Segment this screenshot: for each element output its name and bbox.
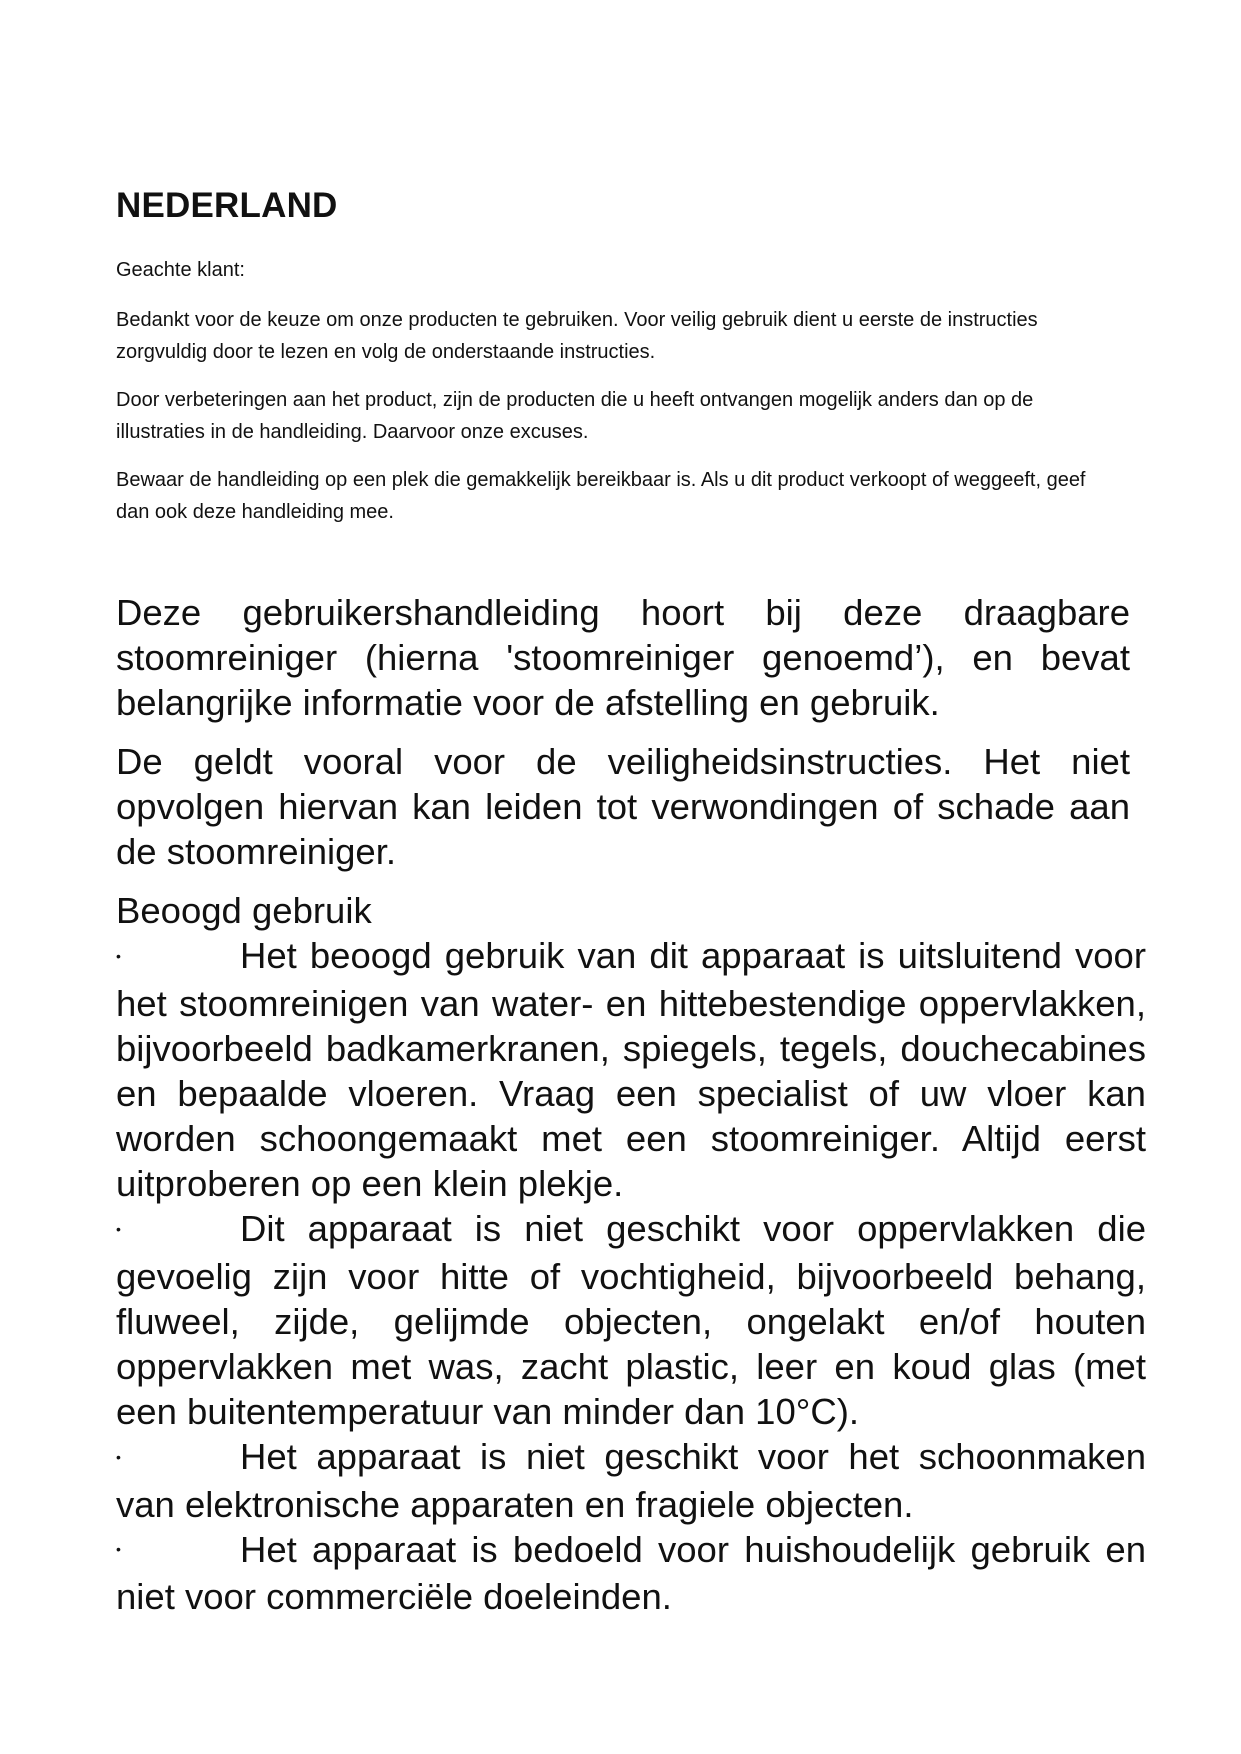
intro-paragraph: Door verbeteringen aan het product, zijn de producten die u heeft ontvangen mogelijk anders dan op de illustraties in de handleiding. Daarvoor onze excuses. [116,389,1034,443]
bullet-text: Het apparaat is niet geschikt voor het schoonmaken van elektronische apparaten en fragiele objecten. [116,1435,1146,1525]
bullet-icon: • [116,1448,121,1465]
bullet-item [116,1434,1146,1527]
bullet-text: Het apparaat is bedoeld voor huishoudelijk gebruik en niet voor commerciële doeleinden. [116,1528,1146,1618]
section-heading: Beoogd gebruik [116,890,372,931]
bullet-icon: • [116,1541,121,1558]
main-content [116,590,1146,1619]
main-paragraph: De geldt vooral voor de veiligheidsinstructies. Het niet opvolgen hiervan kan leiden tot verwondingen of schade aan de stoomreiniger. [116,741,1130,872]
manual-page [116,186,1146,1619]
bullet-icon: • [116,947,121,964]
page-title: NEDERLAND [116,186,338,225]
intro-paragraph: Bedankt voor de keuze om onze producten te gebruiken. Voor veilig gebruik dient u eerste de instructies zorgvuldig door te lezen en volg de onderstaande instructies. [116,309,1038,363]
bullet-item [116,1206,1146,1434]
bullet-item [116,1527,1146,1620]
bullet-icon: • [116,1220,121,1237]
bullet-text: Dit apparaat is niet geschikt voor oppervlakken die gevoelig zijn voor hitte of vochtigheid, bijvoorbeeld behang, fluweel, zijde, gelijmde objecten, ongelakt en/of houten oppervlakken met was, zacht plastic, leer en koud glas (met een buitentemperatuur van minder dan 10°C). [116,1207,1146,1432]
main-paragraph: Deze gebruikershandleiding hoort bij deze draagbare stoomreiniger (hierna 'stoomreiniger genoemd’), en bevat belangrijke informatie voor de afstelling en gebruik. [116,592,1130,723]
bullet-text: Het beoogd gebruik van dit apparaat is uitsluitend voor het stoomreinigen van water- en hittebestendige oppervlakken, bijvoorbeeld badkamerkranen, spiegels, tegels, douchecabines en bepaalde vloeren. Vraag een specialist of uw vloer kan worden schoongemaakt met een stoomreiniger. Altijd eerst uitproberen op een klein plekje. [116,935,1146,1204]
bullet-item [116,933,1146,1206]
intro-paragraph: Bewaar de handleiding op een plek die gemakkelijk bereikbaar is. Als u dit product verkoopt of weggeeft, geef dan ook deze handleiding mee. [116,469,1086,523]
greeting: Geachte klant: [116,259,245,281]
